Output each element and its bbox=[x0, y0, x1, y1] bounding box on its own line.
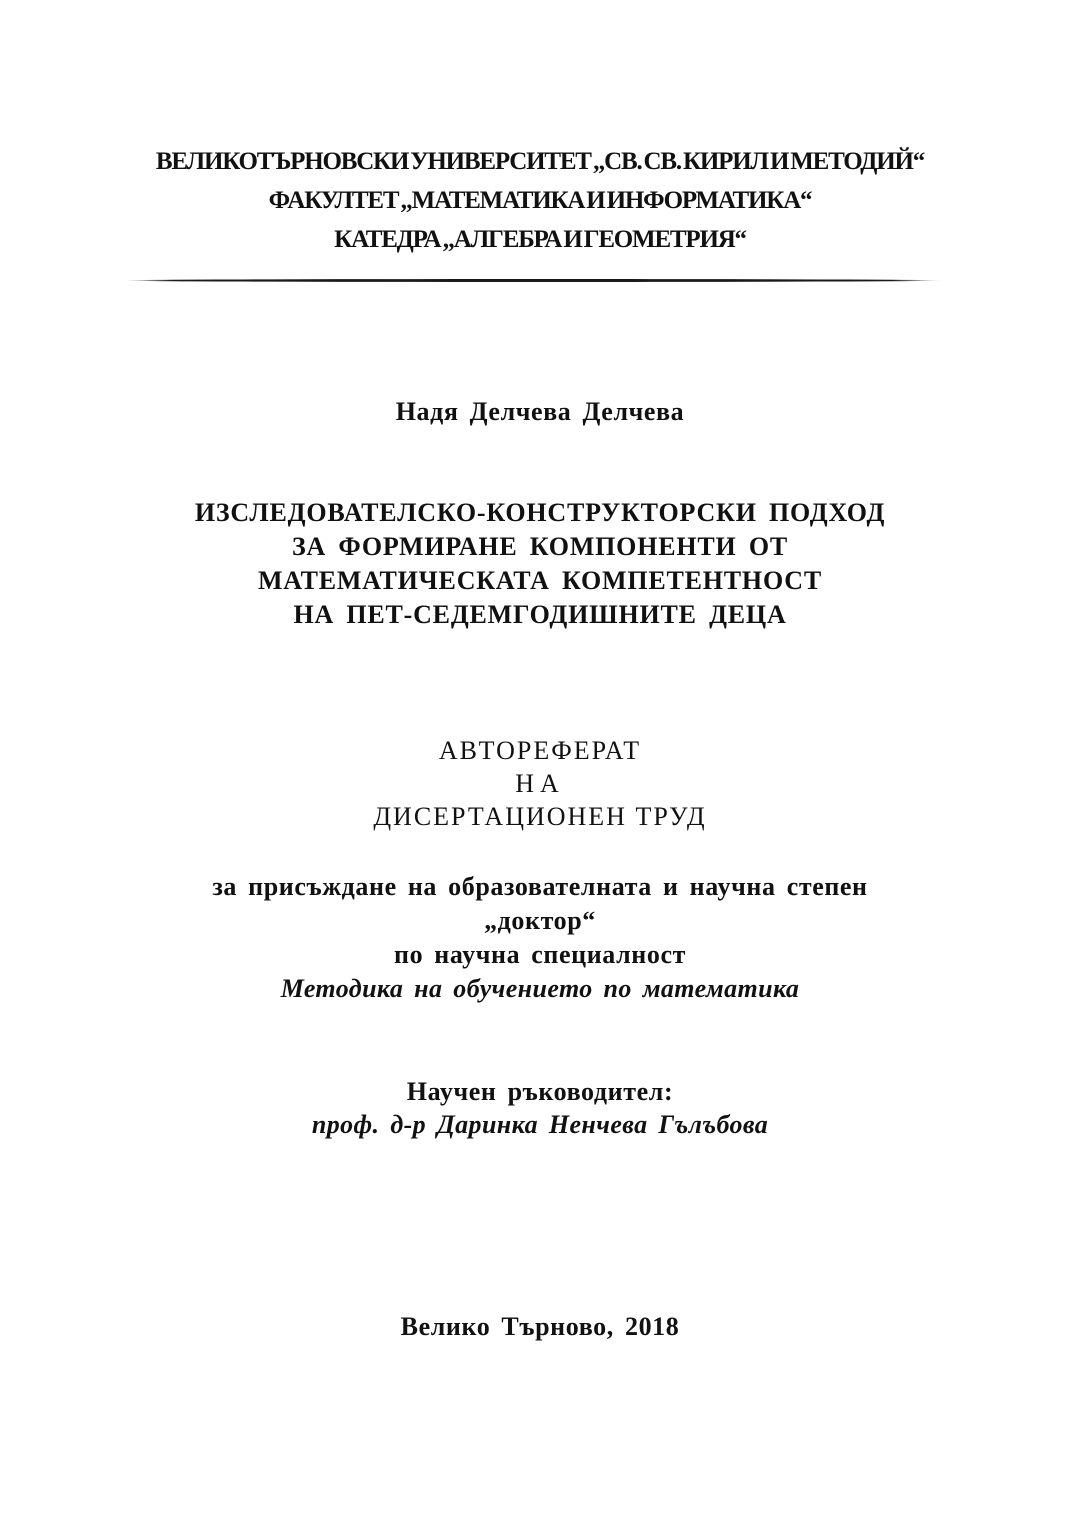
degree-purpose: за присъждане на образователната и научна степен bbox=[212, 872, 868, 901]
title-line: ИЗСЛЕДОВАТЕЛСКО-КОНСТРУКТОРСКИ ПОДХОД bbox=[194, 498, 886, 527]
author-name: Надя Делчева Делчева bbox=[395, 397, 685, 426]
doc-type-line: АВТОРЕФЕРАТ bbox=[438, 736, 642, 765]
specialty-name: Методика на обучението по математика bbox=[280, 974, 800, 1003]
title-line: ЗА ФОРМИРАНЕ КОМПОНЕНТИ ОТ bbox=[291, 532, 789, 561]
faculty-name: ФАКУЛТЕТ „МАТЕМАТИКА И ИНФОРМАТИКА“ bbox=[268, 187, 812, 214]
department-name: КАТЕДРА „АЛГЕБРА И ГЕОМЕТРИЯ“ bbox=[334, 226, 746, 253]
doc-type-line: НА bbox=[515, 769, 565, 798]
supervisor-name: проф. д-р Даринка Ненчева Гълъбова bbox=[311, 1110, 769, 1139]
title-line: НА ПЕТ-СЕДЕМГОДИШНИТЕ ДЕЦА bbox=[293, 600, 787, 629]
header-divider bbox=[124, 279, 941, 282]
place-year: Велико Търново, 2018 bbox=[400, 1312, 680, 1341]
supervisor-label: Научен ръководител: bbox=[406, 1077, 674, 1106]
title-line: МАТЕМАТИЧЕСКАТА КОМПЕТЕНТНОСТ bbox=[257, 566, 823, 595]
university-name: ВЕЛИКОТЪРНОВСКИ УНИВЕРСИТЕТ „СВ. СВ. КИРИЛ И МЕТОДИЙ“ bbox=[155, 148, 925, 175]
degree-name: „доктор“ bbox=[484, 906, 596, 935]
doc-type-line: ДИСЕРТАЦИОНЕН ТРУД bbox=[373, 802, 707, 831]
specialty-label: по научна специалност bbox=[393, 940, 686, 969]
